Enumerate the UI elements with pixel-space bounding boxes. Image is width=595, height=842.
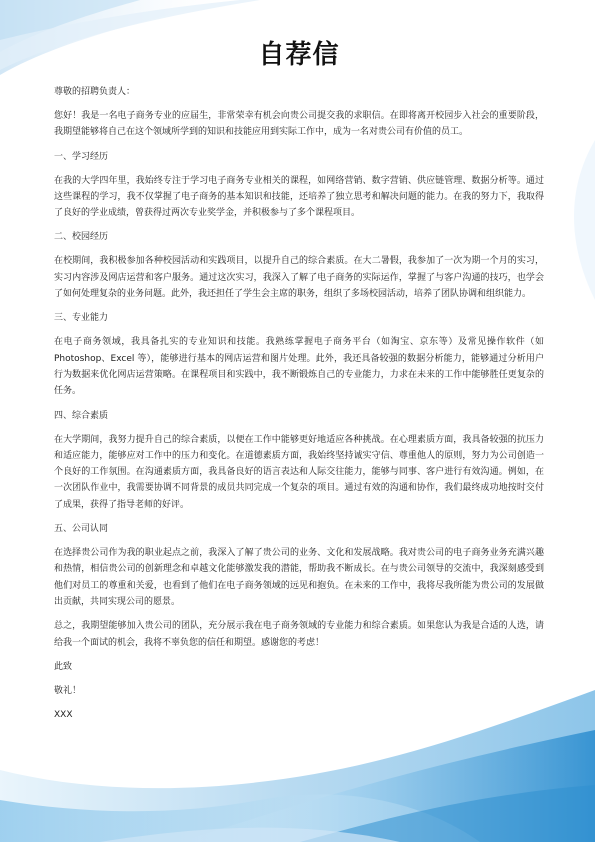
letter-body bbox=[54, 38, 544, 731]
section-body-company: 在选择贵公司作为我的职业起点之前，我深入了解了贵公司的业务、文化和发展战略。我对贵公司的电子商务业务充满兴趣和热情，相信贵公司的创新理念和卓越文化能够激发我的潜能，帮助我不断成长。在与贵公司领导的交流中，我深刻感受到他们对员工的尊重和关爱，也看到了他们在电子商务领域的远见和抱负。在未来的工作中，我将尽我所能为贵公司的发展做出贡献，共同实现公司的愿景。 bbox=[54, 548, 544, 607]
section-body-quality: 在大学期间，我努力提升自己的综合素质，以便在工作中能够更好地适应各种挑战。在心理素质方面，我具备较强的抗压力和适应能力，能够应对工作中的压力和变化。在道德素质方面，我始终坚持诚实守信、尊重他人的原则，努力为公司创造一个良好的工作氛围。在沟通素质方面，我具备良好的语言表达和人际交往能力，能够与同事、客户进行有效沟通。例如，在一次团队作业中，我需要协调不同背景的成员共同完成一个复杂的项目。通过有效的沟通和协作，我们最终成功地按时交付了成果，获得了指导老师的好评。 bbox=[54, 434, 544, 510]
section-body-campus: 在校期间，我积极参加各种校园活动和实践项目，以提升自己的综合素质。在大二暑假，我参加了一次为期一个月的实习，实习内容涉及网店运营和客户服务。通过这次实习，我深入了解了电子商务的实际运作，掌握了与客户沟通的技巧，也学会了如何处理复杂的业务问题。此外，我还担任了学生会主席的职务，组织了多场校园活动，培养了团队协调和组织能力。 bbox=[54, 256, 544, 300]
salutation: 尊敬的招聘负责人： bbox=[54, 87, 136, 97]
signature: XXX bbox=[54, 709, 73, 720]
intro-paragraph: 您好！我是一名电子商务专业的应届生，非常荣幸有机会向贵公司提交我的求职信。在即将离开校园步入社会的重要阶段，我期望能够将自己在这个领域所学到的知识和技能应用到实际工作中，成为一名对贵公司有价值的员工。 bbox=[54, 111, 544, 138]
section-body-study: 在我的大学四年里，我始终专注于学习电子商务专业相关的课程，如网络营销、数字营销、供应链管理、数据分析等。通过这些课程的学习，我不仅掌握了电子商务的基本知识和技能，还培养了独立思考和解决问题的能力。在我的努力下，我取得了良好的学业成绩，曾获得过两次专业奖学金，并积极参与了多个课程项目。 bbox=[54, 175, 544, 219]
section-heading-company: 五、公司认同 bbox=[54, 524, 109, 535]
closing-regards: 此致 bbox=[54, 661, 73, 672]
section-heading-campus: 二、校园经历 bbox=[54, 232, 109, 243]
document-title: 自荐信 bbox=[258, 40, 340, 70]
section-body-skills: 在电子商务领域，我具备扎实的专业知识和技能。我熟练掌握电子商务平台（如淘宝、京东等）及常见操作软件（如 Photoshop、Excel 等），能够进行基本的网店运营和图片处理。此外，我还具备较强的数据分析能力，能够通过分析用户行为数据来优化网店运营策略。在课程项目和实践中，我不断锻炼自己的专业能力，力求在未来的工作中能够胜任更复杂的任务。 bbox=[54, 337, 544, 397]
section-heading-study: 一、学习经历 bbox=[54, 151, 109, 162]
conclusion-paragraph: 总之，我期望能够加入贵公司的团队，充分展示我在电子商务领域的专业能力和综合素质。如果您认为我是合适的人选，请给我一个面试的机会，我将不辜负您的信任和期望。感谢您的考虑！ bbox=[54, 621, 544, 648]
section-heading-skills: 三、专业能力 bbox=[54, 313, 109, 324]
closing-salute: 敬礼！ bbox=[54, 685, 82, 696]
section-heading-quality: 四、综合素质 bbox=[54, 410, 109, 421]
